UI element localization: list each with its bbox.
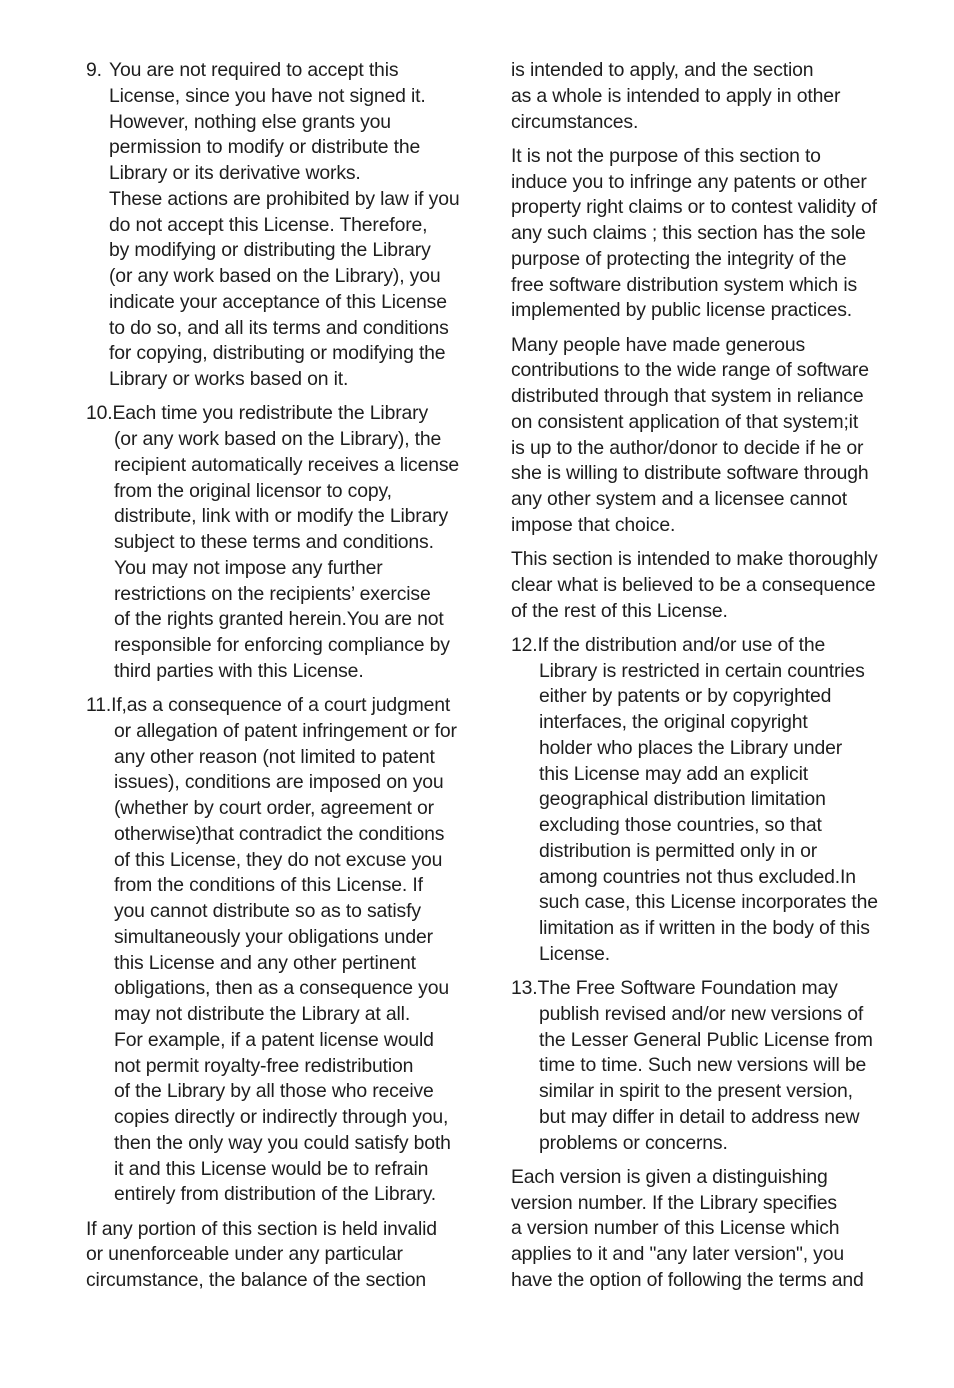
item-line: otherwise)that contradict the conditions bbox=[114, 822, 445, 845]
item-line: distribution is permitted only in or bbox=[539, 839, 818, 862]
item-line: among countries not thus excluded.In bbox=[539, 865, 856, 888]
item-line: obligations, then as a consequence you bbox=[114, 977, 449, 1000]
item-line: do not accept this License. Therefore, bbox=[109, 213, 428, 236]
item-number: 10. bbox=[86, 402, 113, 425]
item-line: For example, if a patent license would bbox=[114, 1028, 434, 1051]
item-line: or allegation of patent infringement or for bbox=[114, 719, 457, 742]
paragraph-line: property right claims or to contest validity of bbox=[511, 196, 877, 219]
item-line: subject to these terms and conditions. bbox=[114, 531, 434, 553]
item-line: to do so, and all its terms and conditions bbox=[109, 316, 449, 339]
item-line: time to time. Such new versions will be bbox=[539, 1054, 867, 1077]
paragraph-line: is intended to apply, and the section bbox=[511, 59, 814, 81]
paragraph-line: is up to the author/donor to decide if he or bbox=[511, 436, 864, 459]
item-line: (or any work based on the Library), you bbox=[109, 265, 441, 287]
item-line: (whether by court order, agreement or bbox=[114, 797, 434, 819]
paragraph-line: a version number of this License which bbox=[511, 1217, 840, 1240]
item-line: recipient automatically receives a license bbox=[114, 453, 460, 476]
paragraph-line: applies to it and "any later version", you bbox=[511, 1243, 844, 1265]
paragraph-many-people bbox=[511, 333, 901, 539]
item-line: indicate your acceptance of this License bbox=[109, 290, 447, 313]
item-line: copies directly or indirectly through you, bbox=[114, 1106, 449, 1128]
item-line: the Lesser General Public License from bbox=[539, 1028, 873, 1051]
paragraph-line: It is not the purpose of this section to bbox=[511, 144, 821, 167]
paragraph-line: any other system and a licensee cannot bbox=[511, 488, 847, 510]
paragraph-line: circumstance, the balance of the section bbox=[86, 1269, 426, 1291]
item-line: of the Library by all those who receive bbox=[114, 1080, 434, 1103]
license-item-10 bbox=[86, 401, 474, 684]
item-line: However, nothing else grants you bbox=[109, 110, 391, 133]
paragraph-line: clear what is believed to be a consequence bbox=[511, 573, 876, 596]
item-line: If the distribution and/or use of the bbox=[537, 633, 826, 656]
item-line: excluding those countries, so that bbox=[539, 814, 822, 836]
item-line: you cannot distribute so as to satisfy bbox=[114, 900, 421, 922]
item-line: from the original licensor to copy, bbox=[114, 479, 392, 502]
license-item-11 bbox=[86, 693, 474, 1208]
item-line: third parties with this License. bbox=[114, 659, 364, 682]
license-item-12 bbox=[511, 633, 901, 968]
item-line: it and this License would be to refrain bbox=[114, 1157, 429, 1180]
item-line: may not distribute the Library at all. bbox=[114, 1003, 411, 1025]
item-line: for copying, distributing or modifying the bbox=[109, 342, 446, 365]
item-line: (or any work based on the Library), the bbox=[114, 428, 442, 450]
item-line: either by patents or by copyrighted bbox=[539, 685, 832, 708]
item-line: issues), conditions are imposed on you bbox=[114, 771, 444, 794]
item-line: of the rights granted herein.You are not bbox=[114, 608, 444, 631]
item-line: entirely from distribution of the Library. bbox=[114, 1183, 437, 1206]
paragraph-line: Each version is given a distinguishing bbox=[511, 1165, 828, 1188]
item-number: 13. bbox=[511, 977, 538, 999]
item-line: responsible for enforcing compliance by bbox=[114, 634, 450, 656]
paragraph-line: any such claims ; this section has the sole bbox=[511, 222, 866, 244]
item-line: from the conditions of this License. If bbox=[114, 874, 423, 897]
item-line: problems or concerns. bbox=[539, 1131, 728, 1154]
license-item-13 bbox=[511, 976, 901, 1156]
paragraph-line: as a whole is intended to apply in other bbox=[511, 84, 841, 107]
item-line: similar in spirit to the present version, bbox=[539, 1080, 853, 1102]
paragraph-each-version bbox=[511, 1165, 901, 1294]
paragraph-line: version number. If the Library specifies bbox=[511, 1191, 837, 1214]
paragraph-line: have the option of following the terms and bbox=[511, 1268, 864, 1291]
item-line: You are not required to accept this bbox=[109, 59, 399, 81]
paragraph-line: distributed through that system in reliance bbox=[511, 385, 864, 407]
item-number: 9. bbox=[86, 59, 102, 81]
paragraph-line: impose that choice. bbox=[511, 513, 676, 536]
item-line: restrictions on the recipients’ exercise bbox=[114, 582, 431, 605]
paragraph-line: contributions to the wide range of software bbox=[511, 359, 869, 382]
paragraph-line: purpose of protecting the integrity of the bbox=[511, 247, 847, 270]
item-number: 11. bbox=[86, 694, 112, 716]
item-line: Each time you redistribute the Library bbox=[112, 402, 428, 425]
item-line: then the only way you could satisfy both bbox=[114, 1131, 451, 1154]
right-column bbox=[511, 58, 901, 1302]
license-item-9 bbox=[86, 58, 474, 393]
item-line: simultaneously your obligations under bbox=[114, 925, 433, 948]
item-number: 12. bbox=[511, 633, 538, 656]
paragraph-line: induce you to infringe any patents or other bbox=[511, 170, 867, 193]
item-line: holder who places the Library under bbox=[539, 736, 843, 759]
paragraph-this-section bbox=[511, 547, 901, 624]
item-line: permission to modify or distribute the bbox=[109, 136, 421, 159]
item-line: The Free Software Foundation may bbox=[537, 977, 838, 999]
item-line: Library is restricted in certain countries bbox=[539, 659, 865, 682]
item-line: such case, this License incorporates the bbox=[539, 891, 878, 914]
paragraph-line: If any portion of this section is held invalid bbox=[86, 1217, 437, 1240]
item-line: geographical distribution limitation bbox=[539, 788, 826, 811]
item-line: limitation as if written in the body of this bbox=[539, 917, 870, 939]
paragraph-line: or unenforceable under any particular bbox=[86, 1243, 403, 1266]
item-line: License. bbox=[539, 942, 611, 965]
item-line: this License and any other pertinent bbox=[114, 951, 416, 974]
paragraph-purpose bbox=[511, 144, 901, 324]
item-line: but may differ in detail to address new bbox=[539, 1105, 860, 1128]
item-line: Library or its derivative works. bbox=[109, 162, 361, 184]
item-line: any other reason (not limited to patent bbox=[114, 745, 435, 768]
paragraph-line: circumstances. bbox=[511, 110, 639, 133]
paragraph-line: implemented by public license practices. bbox=[511, 299, 853, 322]
paragraph-line: she is willing to distribute software through bbox=[511, 462, 869, 485]
item-line: distribute, link with or modify the Library bbox=[114, 505, 449, 528]
paragraph-continued bbox=[511, 58, 901, 135]
paragraph-line: free software distribution system which is bbox=[511, 273, 858, 296]
paragraph-line: on consistent application of that system;it bbox=[511, 410, 859, 433]
item-line: Library or works based on it. bbox=[109, 368, 349, 390]
item-line: License, since you have not signed it. bbox=[109, 84, 426, 107]
item-line: not permit royalty-free redistribution bbox=[114, 1054, 414, 1077]
paragraph-line: Many people have made generous bbox=[511, 333, 806, 356]
item-line: by modifying or distributing the Library bbox=[109, 239, 431, 262]
paragraph-line: This section is intended to make thoroughly bbox=[511, 548, 878, 570]
paragraph-line: of the rest of this License. bbox=[511, 599, 728, 622]
item-line: publish revised and/or new versions of bbox=[539, 1002, 864, 1025]
item-line: interfaces, the original copyright bbox=[539, 711, 808, 733]
paragraph-portion bbox=[86, 1217, 474, 1294]
item-line: These actions are prohibited by law if you bbox=[109, 187, 460, 210]
item-line: If,as a consequence of a court judgment bbox=[111, 694, 451, 716]
left-column bbox=[86, 58, 474, 1302]
item-line: of this License, they do not excuse you bbox=[114, 848, 443, 871]
item-line: You may not impose any further bbox=[114, 556, 383, 579]
item-line: this License may add an explicit bbox=[539, 762, 808, 785]
